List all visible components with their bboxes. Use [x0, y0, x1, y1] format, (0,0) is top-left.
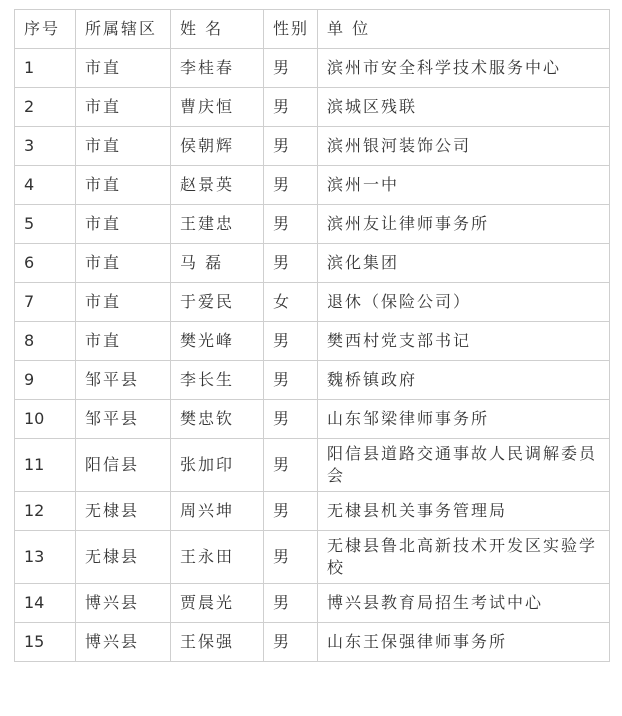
cell-district: 博兴县 [76, 623, 171, 662]
cell-no: 11 [15, 439, 76, 492]
cell-district: 无棣县 [76, 531, 171, 584]
cell-unit: 滨城区残联 [318, 88, 610, 127]
cell-no: 7 [15, 283, 76, 322]
header-name: 姓 名 [171, 10, 264, 49]
cell-gender: 男 [264, 205, 318, 244]
cell-gender: 男 [264, 400, 318, 439]
cell-name: 王保强 [171, 623, 264, 662]
table-row [15, 88, 610, 127]
table-row [15, 584, 610, 623]
cell-unit: 阳信县道路交通事故人民调解委员会 [318, 439, 610, 492]
cell-no: 2 [15, 88, 76, 127]
cell-no: 12 [15, 492, 76, 531]
cell-district: 邹平县 [76, 400, 171, 439]
table-row [15, 166, 610, 205]
cell-name: 于爱民 [171, 283, 264, 322]
cell-unit: 樊西村党支部书记 [318, 322, 610, 361]
header-row [15, 10, 610, 49]
cell-name: 马 磊 [171, 244, 264, 283]
cell-no: 14 [15, 584, 76, 623]
cell-no: 5 [15, 205, 76, 244]
cell-unit: 山东王保强律师事务所 [318, 623, 610, 662]
cell-no: 13 [15, 531, 76, 584]
table-row [15, 283, 610, 322]
cell-unit: 滨州友让律师事务所 [318, 205, 610, 244]
page [14, 9, 622, 662]
cell-district: 阳信县 [76, 439, 171, 492]
table-row [15, 531, 610, 584]
cell-unit: 滨州一中 [318, 166, 610, 205]
cell-gender: 男 [264, 623, 318, 662]
cell-gender: 男 [264, 439, 318, 492]
cell-district: 市直 [76, 205, 171, 244]
cell-name: 王永田 [171, 531, 264, 584]
cell-district: 博兴县 [76, 584, 171, 623]
cell-no: 4 [15, 166, 76, 205]
cell-gender: 男 [264, 322, 318, 361]
table-row [15, 492, 610, 531]
table-row [15, 49, 610, 88]
cell-district: 市直 [76, 244, 171, 283]
cell-unit: 魏桥镇政府 [318, 361, 610, 400]
cell-district: 市直 [76, 283, 171, 322]
table-row [15, 623, 610, 662]
table-row [15, 361, 610, 400]
cell-unit: 滨州市安全科学技术服务中心 [318, 49, 610, 88]
cell-no: 1 [15, 49, 76, 88]
cell-name: 李长生 [171, 361, 264, 400]
cell-district: 无棣县 [76, 492, 171, 531]
cell-unit: 山东邹梁律师事务所 [318, 400, 610, 439]
cell-gender: 男 [264, 88, 318, 127]
cell-gender: 男 [264, 49, 318, 88]
header-unit: 单 位 [318, 10, 610, 49]
cell-name: 赵景英 [171, 166, 264, 205]
table-row [15, 400, 610, 439]
cell-gender: 男 [264, 166, 318, 205]
cell-no: 8 [15, 322, 76, 361]
table-row [15, 205, 610, 244]
table-row [15, 244, 610, 283]
cell-name: 李桂春 [171, 49, 264, 88]
cell-no: 10 [15, 400, 76, 439]
cell-unit: 退休（保险公司） [318, 283, 610, 322]
cell-name: 王建忠 [171, 205, 264, 244]
cell-name: 侯朝辉 [171, 127, 264, 166]
cell-unit: 滨化集团 [318, 244, 610, 283]
cell-no: 9 [15, 361, 76, 400]
cell-unit: 无棣县鲁北高新技术开发区实验学校 [318, 531, 610, 584]
cell-name: 樊忠钦 [171, 400, 264, 439]
cell-name: 樊光峰 [171, 322, 264, 361]
cell-no: 3 [15, 127, 76, 166]
cell-district: 市直 [76, 88, 171, 127]
cell-unit: 博兴县教育局招生考试中心 [318, 584, 610, 623]
cell-district: 邹平县 [76, 361, 171, 400]
cell-unit: 无棣县机关事务管理局 [318, 492, 610, 531]
header-gender: 性别 [264, 10, 318, 49]
cell-gender: 男 [264, 584, 318, 623]
cell-name: 贾晨光 [171, 584, 264, 623]
cell-name: 周兴坤 [171, 492, 264, 531]
cell-district: 市直 [76, 322, 171, 361]
header-district: 所属辖区 [76, 10, 171, 49]
table-row [15, 127, 610, 166]
cell-district: 市直 [76, 127, 171, 166]
header-no: 序号 [15, 10, 76, 49]
cell-no: 6 [15, 244, 76, 283]
cell-no: 15 [15, 623, 76, 662]
personnel-table [14, 9, 610, 662]
table-row [15, 439, 610, 492]
cell-name: 张加印 [171, 439, 264, 492]
cell-gender: 男 [264, 361, 318, 400]
cell-name: 曹庆恒 [171, 88, 264, 127]
cell-district: 市直 [76, 49, 171, 88]
cell-gender: 男 [264, 492, 318, 531]
table-row [15, 322, 610, 361]
cell-gender: 女 [264, 283, 318, 322]
cell-unit: 滨州银河装饰公司 [318, 127, 610, 166]
cell-gender: 男 [264, 244, 318, 283]
cell-gender: 男 [264, 531, 318, 584]
cell-district: 市直 [76, 166, 171, 205]
cell-gender: 男 [264, 127, 318, 166]
